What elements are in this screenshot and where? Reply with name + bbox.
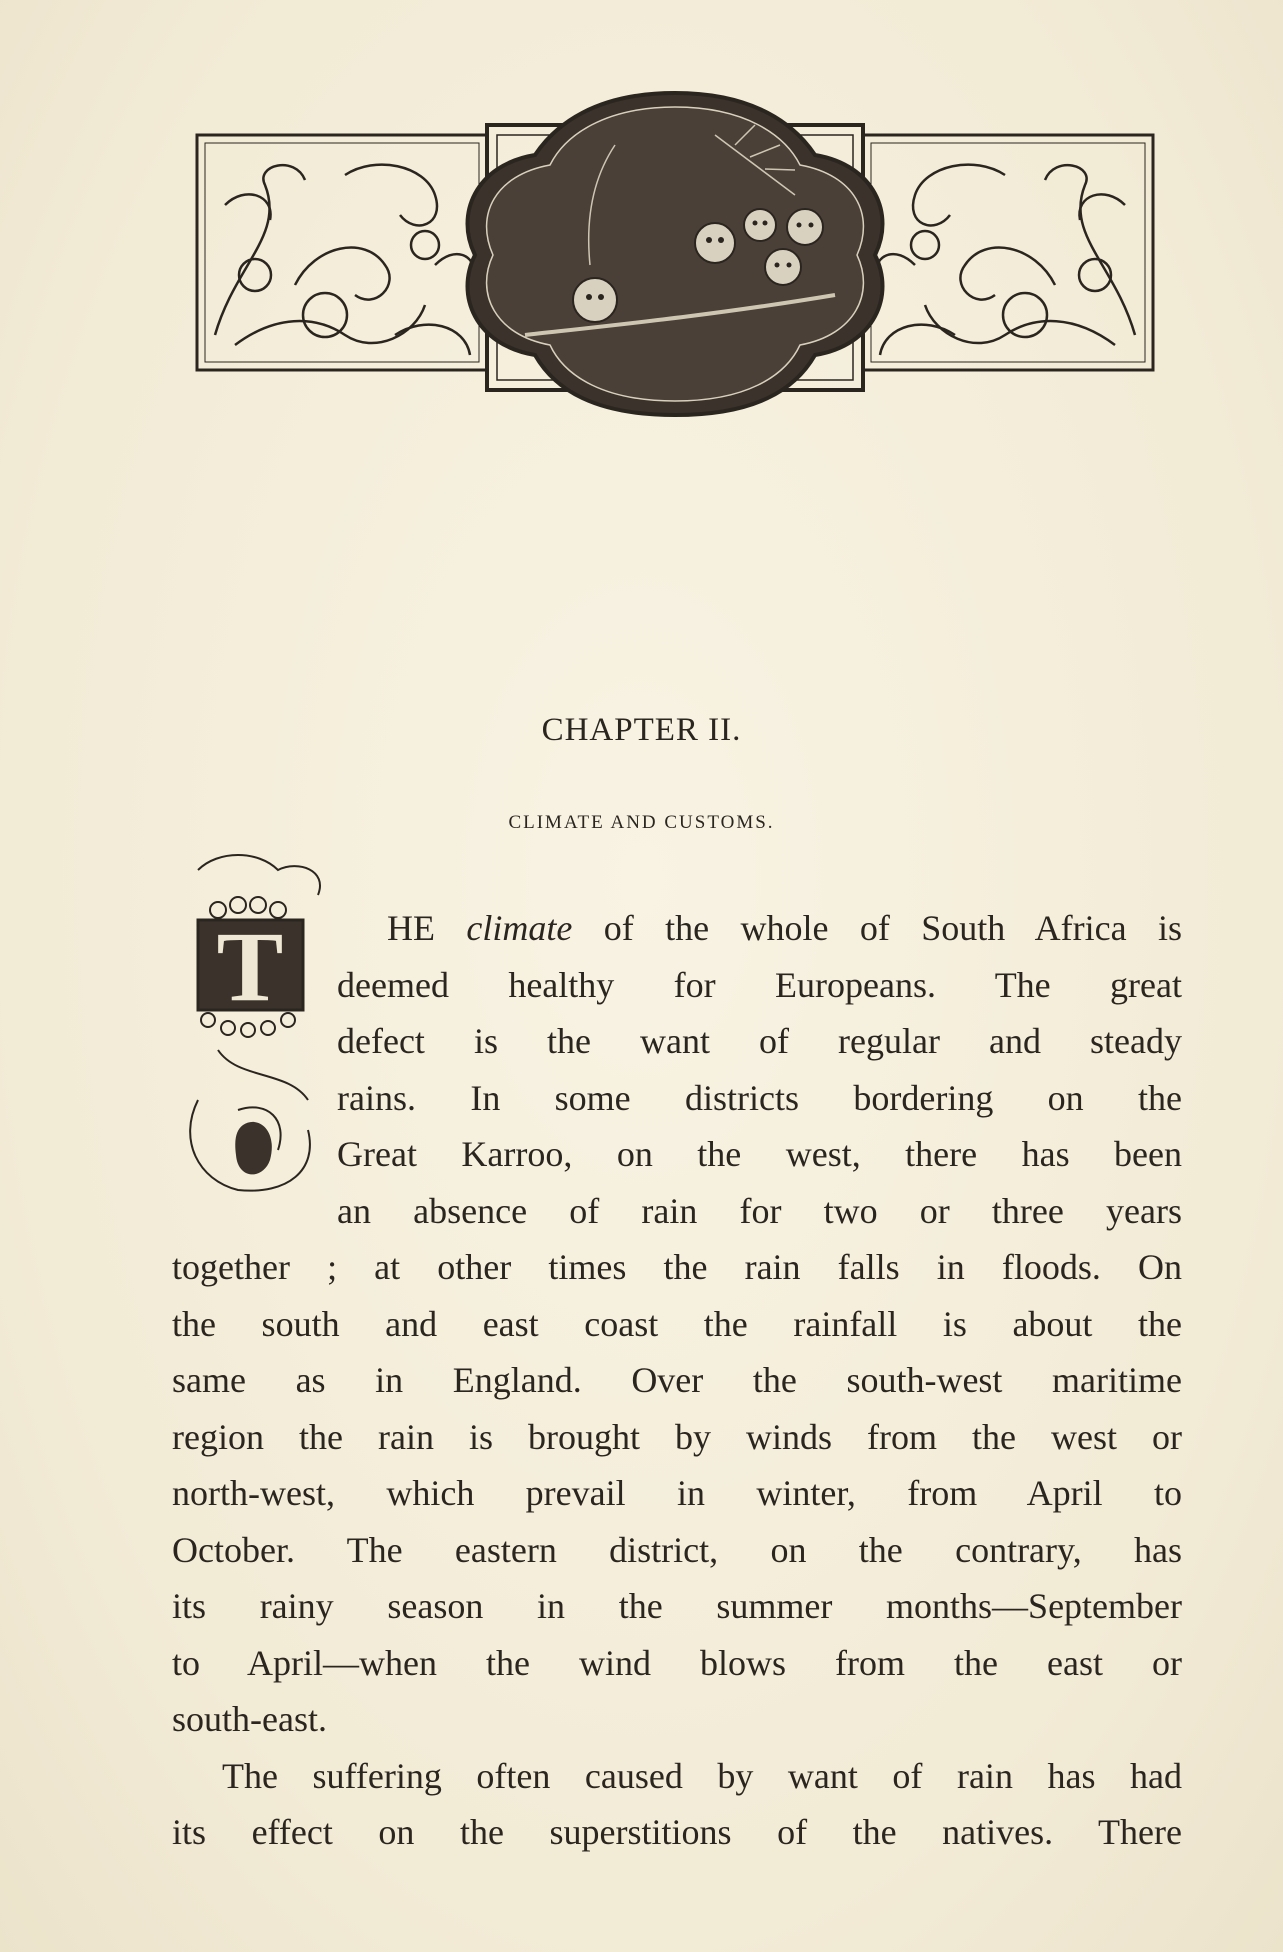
chapter-subtitle: CLIMATE AND CUSTOMS. xyxy=(508,812,775,833)
text-line xyxy=(387,900,1182,957)
text-line: defect is the want of regular and steady xyxy=(337,1021,1182,1061)
text-line: south-east. xyxy=(172,1699,327,1739)
drop-cap-letter: T xyxy=(216,911,284,1022)
text-line: an absence of rain for two or three years xyxy=(337,1190,1182,1231)
text-line: its effect on the superstitions of the natives. There xyxy=(172,1812,1182,1852)
body-text xyxy=(172,900,1182,1861)
text-line: region the rain is brought by winds from the west or xyxy=(172,1416,1182,1457)
text-line: the south and east coast the rainfall is about the xyxy=(172,1303,1182,1344)
text-line: its rainy season in the summer months—September xyxy=(172,1586,1182,1626)
text-segment: HE xyxy=(387,908,435,948)
italic-word: climate xyxy=(466,908,573,948)
text-line: together ; at other times the rain falls in floods. On xyxy=(172,1247,1182,1287)
text-line: deemed healthy for Europeans. The great xyxy=(337,964,1182,1005)
text-line: rains. In some districts bordering on the xyxy=(337,1077,1182,1118)
text-line: October. The eastern district, on the contrary, has xyxy=(172,1529,1182,1570)
text-line: north-west, which prevail in winter, from April to xyxy=(172,1473,1182,1513)
text-line: same as in England. Over the south-west maritime xyxy=(172,1360,1182,1400)
text-line: Great Karroo, on the west, there has been xyxy=(337,1134,1182,1174)
chapter-title: CHAPTER II. xyxy=(541,712,742,748)
text-line: to April—when the wind blows from the east or xyxy=(172,1642,1182,1683)
text-segment: of the whole of South Africa is xyxy=(603,908,1182,948)
monkeys-ornamental-headpiece-icon xyxy=(195,85,1155,420)
text-line: The suffering often caused by want of rain has had xyxy=(222,1755,1182,1796)
